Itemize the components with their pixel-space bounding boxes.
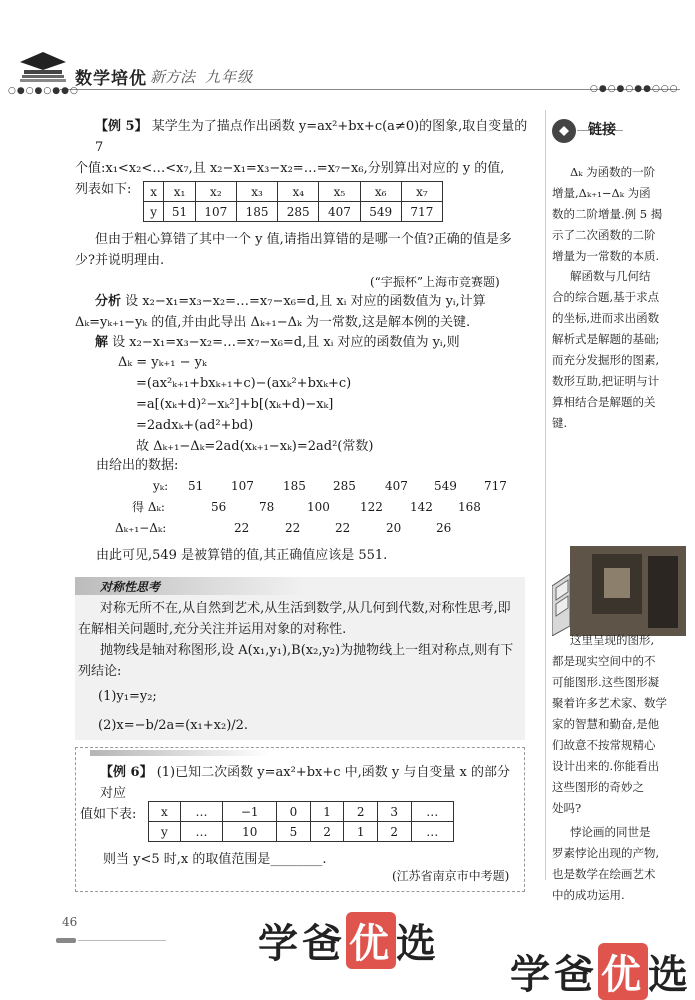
yk-value: 717 (484, 479, 507, 493)
table-cell: … (180, 822, 222, 842)
sidebar-line: 设计出来的.你能看出 (552, 759, 660, 773)
table-cell: −1 (223, 802, 277, 822)
table-cell: 0 (277, 802, 311, 822)
header-dots-right: ○●○●○●●○○○ (590, 84, 679, 94)
topic-body (78, 598, 525, 736)
table-cell: 549 (360, 202, 401, 222)
header-grade: 九年级 (205, 68, 254, 86)
table-row (149, 802, 454, 822)
sidebar-note-1 (552, 162, 687, 267)
sidebar-line: 增量为一常数的本质. (552, 249, 660, 263)
table-cell: … (411, 802, 453, 822)
sidebar-line: 算相结合是解题的关 (552, 395, 656, 409)
table-cell: 2 (310, 822, 344, 842)
sidebar-line: 的坐标,进而求出函数 (552, 311, 660, 325)
dk-value: 78 (259, 500, 275, 514)
topic-conclusion-1: (1)y₁=y₂; (98, 689, 157, 704)
header-divider (60, 89, 680, 90)
sidebar-line: 而充分发掘形的图素, (552, 353, 660, 367)
sidebar-divider (545, 110, 546, 880)
example5-solution (95, 332, 535, 353)
table-cell: 2 (344, 802, 378, 822)
sidebar-line: 解析式是解题的基础; (552, 332, 660, 346)
yk-label: yₖ: (153, 479, 169, 493)
example5-line1: 某学生为了描点作出函数 y=ax²+bx+c(a≠0)的图象,取自变量的 7 (95, 119, 528, 155)
sidebar-line: 也是数学在绘画艺术 (552, 867, 656, 881)
sidebar-line: 处吗? (552, 801, 582, 815)
table-cell: … (180, 802, 222, 822)
watermark-highlight: 优 (598, 943, 648, 1000)
footer-page-mark (56, 930, 166, 940)
example5-question (75, 229, 535, 271)
header-dots-left: ○●○●○●●○ (8, 86, 79, 96)
sidebar-line: 中的成功运用. (552, 888, 625, 902)
example6-line2: 值如下表: (80, 807, 137, 822)
sidebar-note-3 (552, 630, 687, 819)
table-cell: x₄ (278, 182, 319, 202)
page-number: 46 (62, 915, 78, 929)
example6-source: (江苏省南京市中考题) (392, 869, 510, 883)
table-cell: 1 (344, 822, 378, 842)
dk-value: 168 (458, 500, 481, 514)
yk-value: 51 (188, 479, 204, 493)
table-cell: x₆ (360, 182, 401, 202)
sidebar-line: 可能图形.这些图形凝 (552, 675, 660, 689)
dk-value: 122 (360, 500, 383, 514)
ddk-value: 22 (234, 521, 250, 535)
table-cell: x₂ (195, 182, 236, 202)
topic-conclusion-2: (2)x=−b/2a=(x₁+x₂)/2. (98, 718, 249, 733)
yk-value: 285 (333, 479, 356, 493)
example5-line3: 列表如下: (75, 182, 132, 197)
ddk-value: 20 (386, 521, 402, 535)
example6-table (148, 801, 454, 842)
header-logo (18, 50, 68, 84)
solution-equations (118, 352, 538, 457)
table-cell: x₃ (236, 182, 277, 202)
table-cell: 1 (310, 802, 344, 822)
yk-value: 107 (231, 479, 254, 493)
table-cell: x₇ (401, 182, 442, 202)
table-cell: 185 (236, 202, 277, 222)
sidebar-line: 家的智慧和勤奋,是他 (552, 717, 660, 731)
table-cell: y (149, 822, 181, 842)
example5-table (143, 181, 443, 222)
sidebar-line: Δₖ 为函数的一阶 (570, 165, 656, 179)
table-cell: x (144, 182, 164, 202)
example5-conclusion: 由此可见,549 是被算错的值,其正确值应该是 551. (96, 548, 388, 563)
yk-value: 407 (385, 479, 408, 493)
table-cell: x₅ (319, 182, 360, 202)
table-cell: 107 (195, 202, 236, 222)
table-cell: 717 (401, 202, 442, 222)
ddk-value: 26 (436, 521, 452, 535)
sidebar-line: 示了二次函数的二阶 (552, 228, 656, 242)
solution-label: 解 (95, 335, 109, 350)
yk-value: 185 (283, 479, 306, 493)
table-cell: 5 (277, 822, 311, 842)
sidebar-line: 悖论画的同世是 (570, 825, 651, 839)
table-cell: x₁ (164, 182, 195, 202)
example5-given: 由给出的数据: (96, 458, 179, 473)
sidebar-heading: 链接 (588, 122, 616, 138)
topic-p1-line2: 在解相关问题时,充分关注并运用对象的对称性. (78, 622, 347, 637)
ddk-value: 22 (335, 521, 351, 535)
example6-label: 【例 6】 (100, 765, 153, 780)
sidebar-line: 数的二阶增量.例 5 揭 (552, 207, 663, 221)
analysis-line2: Δₖ=yₖ₊₁−yₖ 的值,并由此导出 Δₖ₊₁−Δₖ 为一常数,这是解本例的关键. (75, 315, 471, 330)
sidebar-line: 这些图形的奇妙之 (552, 780, 644, 794)
table-row (144, 182, 443, 202)
sidebar-line: 们故意不按常规精心 (552, 738, 656, 752)
table-row (144, 202, 443, 222)
analysis-label: 分析 (95, 294, 122, 309)
watermark-corner (510, 943, 692, 1000)
example6-question: 则当 y<5 时,x 的取值范围是________. (103, 852, 327, 867)
sidebar-line: 聚着许多艺术家、数学 (552, 696, 667, 710)
table-cell: 407 (319, 202, 360, 222)
example6-top-band (90, 750, 270, 756)
topic-p2-line2: 列结论: (78, 664, 122, 679)
watermark-text: 选 (396, 921, 440, 967)
watermark-center (258, 912, 440, 969)
sidebar-line: 罗素悖论出现的产物, (552, 846, 660, 860)
dk-value: 56 (211, 500, 227, 514)
table-cell: 51 (164, 202, 195, 222)
dk-value: 142 (410, 500, 433, 514)
sidebar-line: 合的综合题,基于求点 (552, 290, 660, 304)
equation-line: =2adxₖ+(ad²+bd) (136, 418, 254, 433)
table-cell: … (411, 822, 453, 842)
equation-line: =(ax²ₖ₊₁+bxₖ₊₁+c)−(axₖ²+bxₖ+c) (136, 376, 352, 391)
topic-title: 对称性思考 (100, 580, 161, 594)
table-cell: x (149, 802, 181, 822)
example5-question-line2: 少?并说明理由. (75, 253, 165, 268)
dk-label: 得 Δₖ: (132, 500, 165, 514)
sidebar-line: 增量,Δₖ₊₁−Δₖ 为函 (552, 186, 651, 200)
example5-analysis (75, 291, 535, 333)
watermark-text: 选 (648, 952, 692, 998)
equation-line: Δₖ = yₖ₊₁ − yₖ (118, 355, 207, 370)
equation-line: =a[(xₖ+d)²−xₖ²]+b[(xₖ+d)−xₖ] (136, 397, 334, 412)
ddk-value: 22 (285, 521, 301, 535)
example5-source: (“宇振杯”上海市竞赛题) (370, 275, 500, 289)
table-row (149, 822, 454, 842)
header-subtitle: 新方法 (150, 68, 196, 86)
header-title: 数学培优 (75, 69, 147, 89)
watermark-highlight: 优 (346, 912, 396, 969)
table-cell: y (144, 202, 164, 222)
watermark-text: 学爸 (510, 952, 598, 998)
example5-line2: 个值:x₁<x₂<…<x₇,且 x₂−x₁=x₃−x₂=…=x₇−x₆,分别算出对应的 y 的值, (75, 161, 505, 176)
table-cell: 3 (377, 802, 411, 822)
analysis-line1: 设 x₂−x₁=x₃−x₂=…=x₇−x₆=d,且 xᵢ 对应的函数值为 yᵢ,计算 (125, 294, 486, 309)
sidebar-line: 键. (552, 416, 568, 430)
table-cell: 285 (278, 202, 319, 222)
example6-line1: (1)已知二次函数 y=ax²+bx+c 中,函数 y 与自变量 x 的部分对应 (100, 765, 510, 801)
sidebar-line: 这里呈现的图形, (570, 633, 655, 647)
topic-p2-line1: 抛物线是轴对称图形,设 A(x₁,y₁),B(x₂,y₂)为抛物线上一组对称点,则有下 (100, 643, 514, 658)
watermark-text: 学爸 (258, 921, 346, 967)
sidebar-line: 数形互助,把证明与计 (552, 374, 660, 388)
example5-question-line1: 但由于粗心算错了其中一个 y 值,请指出算错的是哪一个值?正确的值是多 (95, 232, 512, 247)
impossible-figure-image (552, 546, 686, 636)
dk-value: 100 (307, 500, 330, 514)
table-cell: 10 (223, 822, 277, 842)
table-cell: 2 (377, 822, 411, 842)
topic-p1-line1: 对称无所不在,从自然到艺术,从生活到数学,从几何到代数,对称性思考,即 (100, 601, 511, 616)
ddk-label: Δₖ₊₁−Δₖ: (115, 521, 167, 535)
solution-line1: 设 x₂−x₁=x₃−x₂=…=x₇−x₆=d,且 xᵢ 对应的函数值为 yᵢ,则 (112, 335, 460, 350)
equation-line: 故 Δₖ₊₁−Δₖ=2ad(xₖ₊₁−xₖ)=2ad²(常数) (136, 439, 374, 454)
example5-label: 【例 5】 (95, 119, 148, 134)
sidebar-note-4 (552, 822, 687, 906)
sidebar-note-2 (552, 266, 687, 434)
sidebar-line: 解函数与几何结 (570, 269, 651, 283)
sidebar-line: 都是现实空间中的不 (552, 654, 656, 668)
yk-value: 549 (434, 479, 457, 493)
